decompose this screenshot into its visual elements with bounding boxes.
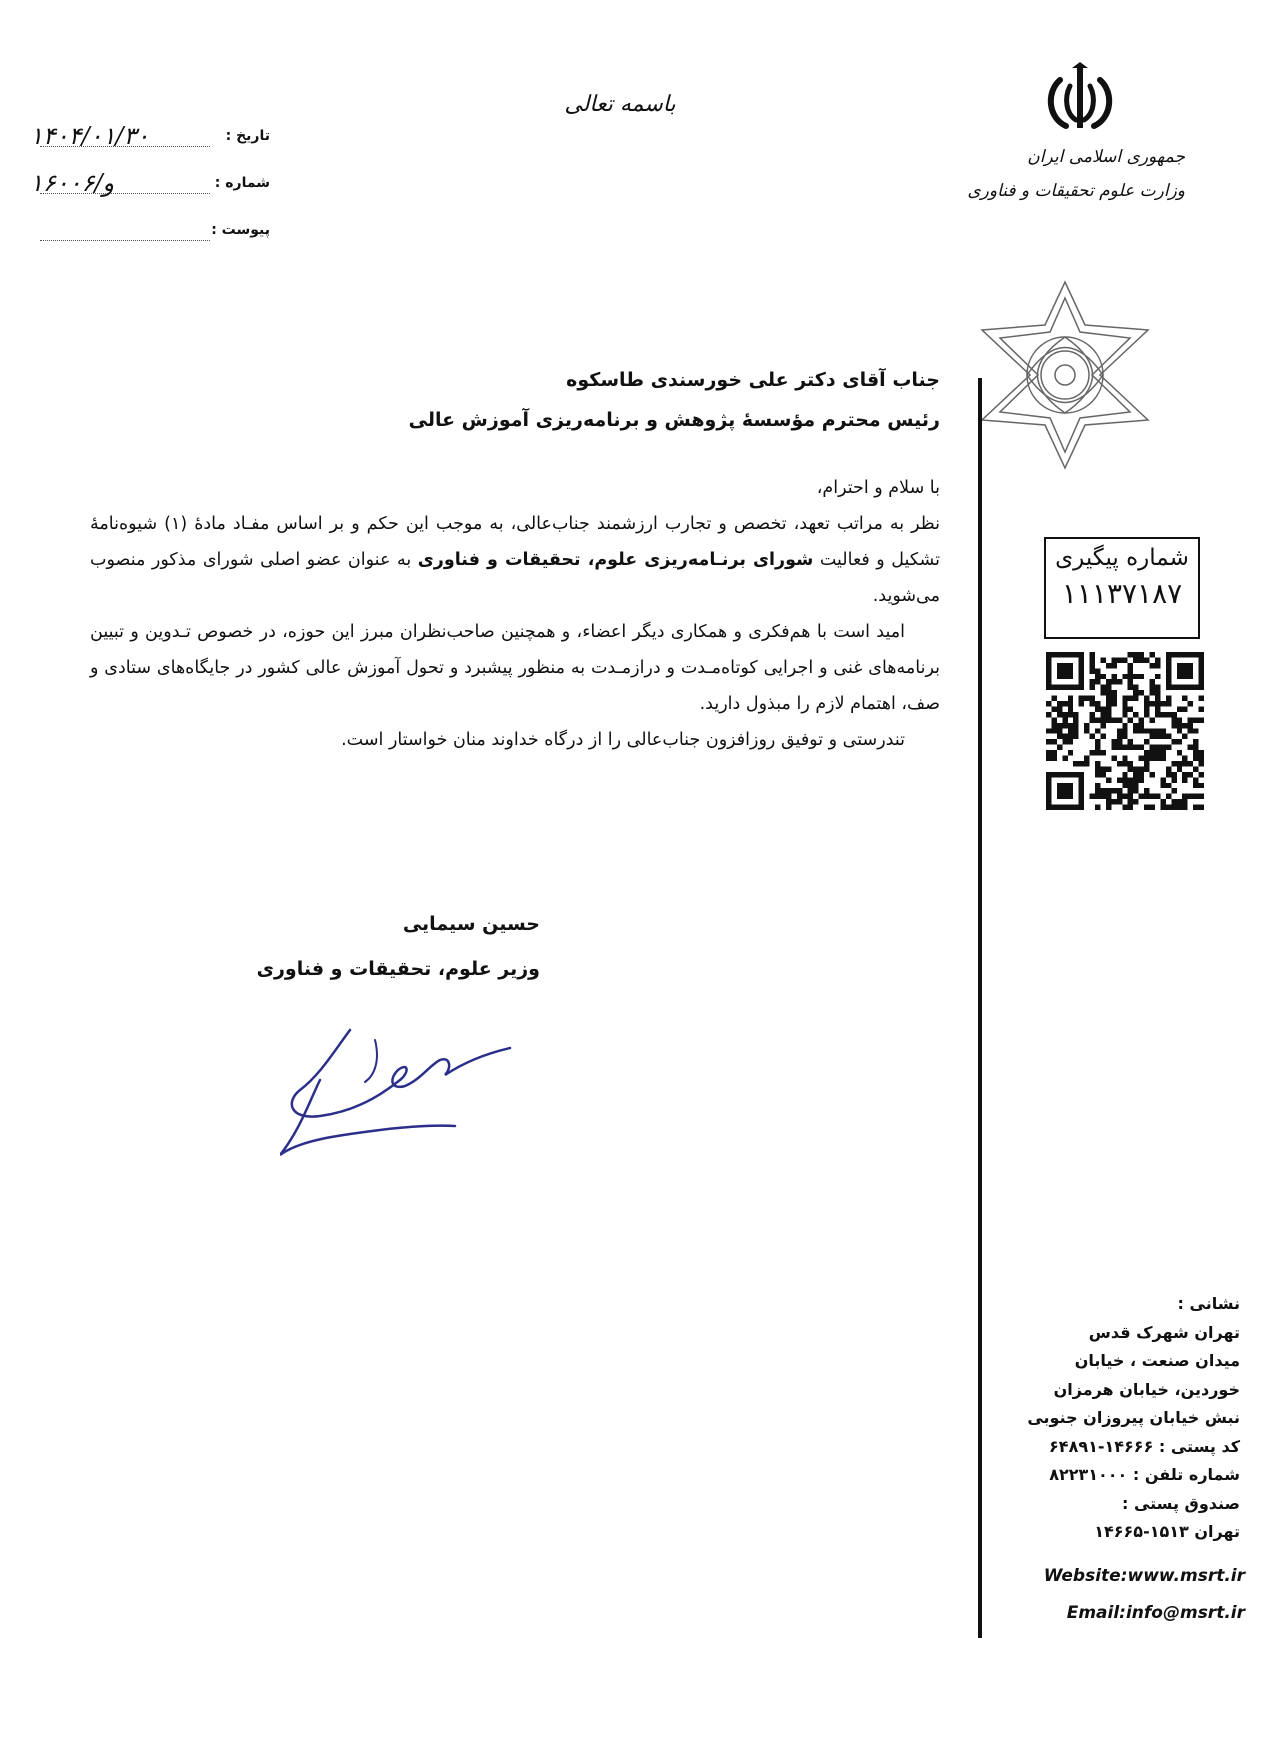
paragraph-1-part-2: به عنوان عضو اصلی شورای مذکور منصوب می‌شوید. (90, 550, 940, 606)
address-label: نشانی : (1177, 1294, 1240, 1313)
date-row (30, 122, 270, 156)
letter-body (90, 360, 940, 758)
paragraph-2: امید است با هم‌فکری و همکاری دیگر اعضاء، و همچنین صاحب‌نظران مبرز این حوزه، در خصوص تـدوین و تبیین برنامه‌های غنی و اجرایی کوتاه‌مـدت و درازمـدت به منظور پیشبرد و تحول آموزش عالی کشور در جایگاه‌های ستادی و صف، اهتمام لازم را مبذول دارید. (90, 622, 940, 714)
address-line-1: تهران شهرک قدس (1088, 1322, 1240, 1342)
attachment-row (30, 222, 270, 250)
ministry-line-1: جمهوری اسلامی ایران (1027, 147, 1185, 167)
date-label: تاریخ : (225, 128, 270, 144)
tracking-number: ۱۱۱۳۷۱۸۷ (1061, 577, 1183, 610)
recipient-name: جناب آقای دکتر علی خورسندی طاسکوه (566, 369, 940, 391)
contact-block (1000, 1558, 1245, 1632)
address-line-3: خوردین، خیابان هرمزان (1053, 1379, 1240, 1399)
greeting: با سلام و احترام، (816, 478, 940, 498)
number-value: ۱۶۰۰۶/و (30, 169, 115, 197)
iran-emblem-icon (1040, 60, 1120, 140)
ministry-header (960, 140, 1185, 208)
ministry-line-2: وزارت علوم تحقیقات و فناوری (967, 181, 1185, 201)
tracking-box (1044, 537, 1200, 639)
attachment-underline (40, 240, 210, 241)
signer-title: وزیر علوم، تحقیقات و فناوری (256, 958, 540, 980)
paragraph-3: تندرستی و توفیق روزافزون جناب‌عالی را از درگاه خداوند منان خواستار است. (341, 730, 905, 750)
qr-code (1045, 652, 1205, 810)
address-line-4: نبش خیابان پیروزان جنوبی (1027, 1408, 1240, 1427)
phone-number: شماره تلفن : ۸۲۲۳۱۰۰۰ (1049, 1465, 1240, 1484)
email-link[interactable]: Email:info@msrt.ir (1066, 1603, 1245, 1623)
website-link[interactable]: Website:www.msrt.ir (1043, 1566, 1245, 1586)
paragraph-1 (90, 506, 940, 614)
tracking-label: شماره پیگیری (1055, 545, 1189, 571)
recipient-title: رئیس محترم مؤسسهٔ پژوهش و برنامه‌ریزی آموزش عالی (408, 409, 940, 431)
decorative-ornament-icon (980, 280, 1150, 470)
signer-name: حسین سیمایی (402, 913, 540, 935)
bismillah: باسمه تعالی (564, 92, 676, 117)
pobox-value: تهران ۱۵۱۳-۱۴۶۶۵ (1094, 1522, 1240, 1541)
date-value: ۱۴۰۴/۰۱/۳۰ (30, 122, 150, 150)
address-line-2: میدان صنعت ، خیابان (1074, 1351, 1240, 1370)
paragraph-1-bold: شورای برنـامه‌ریزی علوم، تحقیقات و فناوری (417, 550, 814, 570)
handwritten-signature (280, 1020, 520, 1160)
address-block (1010, 1290, 1240, 1547)
number-row (30, 169, 270, 203)
attachment-label: پیوست : (211, 222, 270, 238)
number-label: شماره : (214, 175, 270, 191)
postal-code: کد پستی : ۱۴۶۶۶-۶۴۸۹۱ (1049, 1436, 1240, 1456)
paragraph-1-part-1: نظر به مراتب تعهد، تخصص و تجارب ارزشمند جناب‌عالی، به موجب این حکم و بر اساس مفـاد مادهٔ (۱) شیوه‌نامهٔ تشکیل و فعالیت (90, 514, 940, 570)
pobox-label: صندوق پستی : (1121, 1493, 1240, 1513)
vertical-divider (978, 378, 982, 1638)
